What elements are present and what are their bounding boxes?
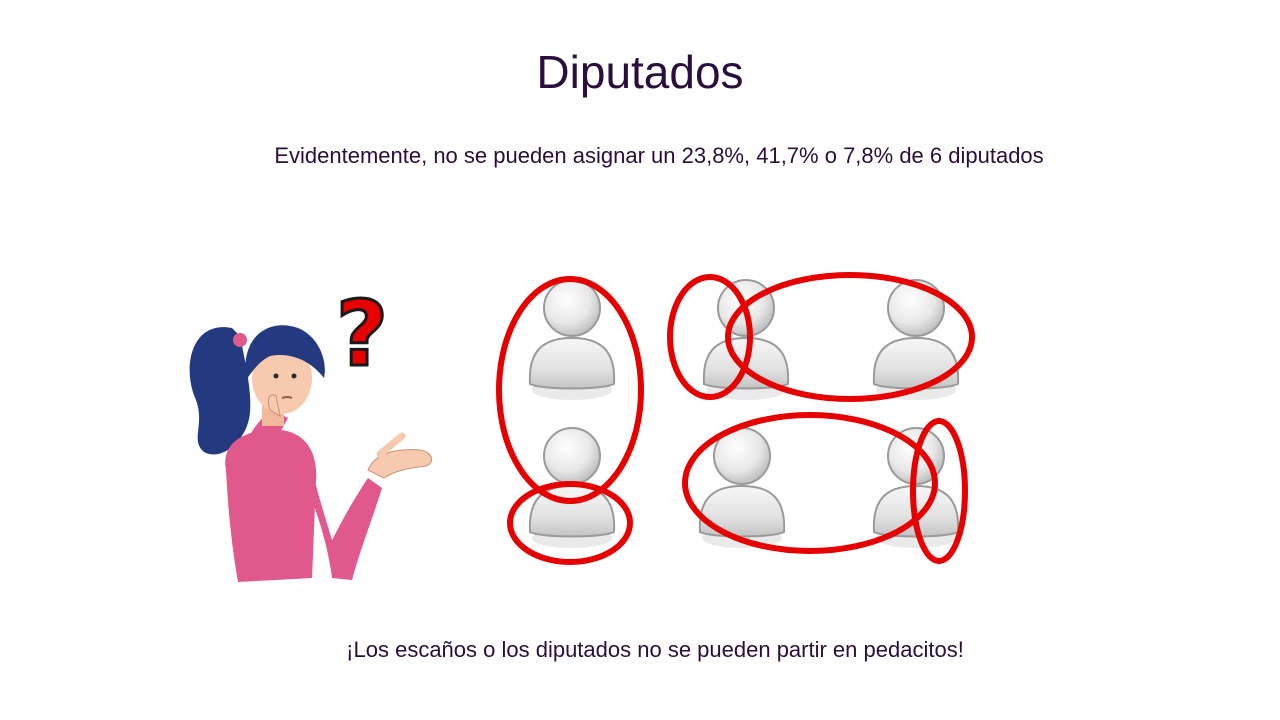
deputy-icon: [704, 280, 788, 400]
slide-title: Diputados: [536, 46, 744, 98]
circle-top-wide: [728, 275, 972, 399]
question-mark-icon: ?: [335, 282, 389, 387]
thinking-woman-illustration: [190, 325, 432, 582]
deputy-icon: [700, 428, 784, 548]
slide-subtitle: Evidentemente, no se pueden asignar un 23,8%, 41,7% o 7,8% de 6 diputados: [274, 143, 1044, 168]
deputy-icons: [530, 280, 958, 548]
deputy-icon: [530, 280, 614, 400]
circle-bottom-wide: [685, 415, 935, 551]
slide-footer: ¡Los escaños o los diputados no se pueden partir en pedacitos!: [346, 637, 964, 662]
